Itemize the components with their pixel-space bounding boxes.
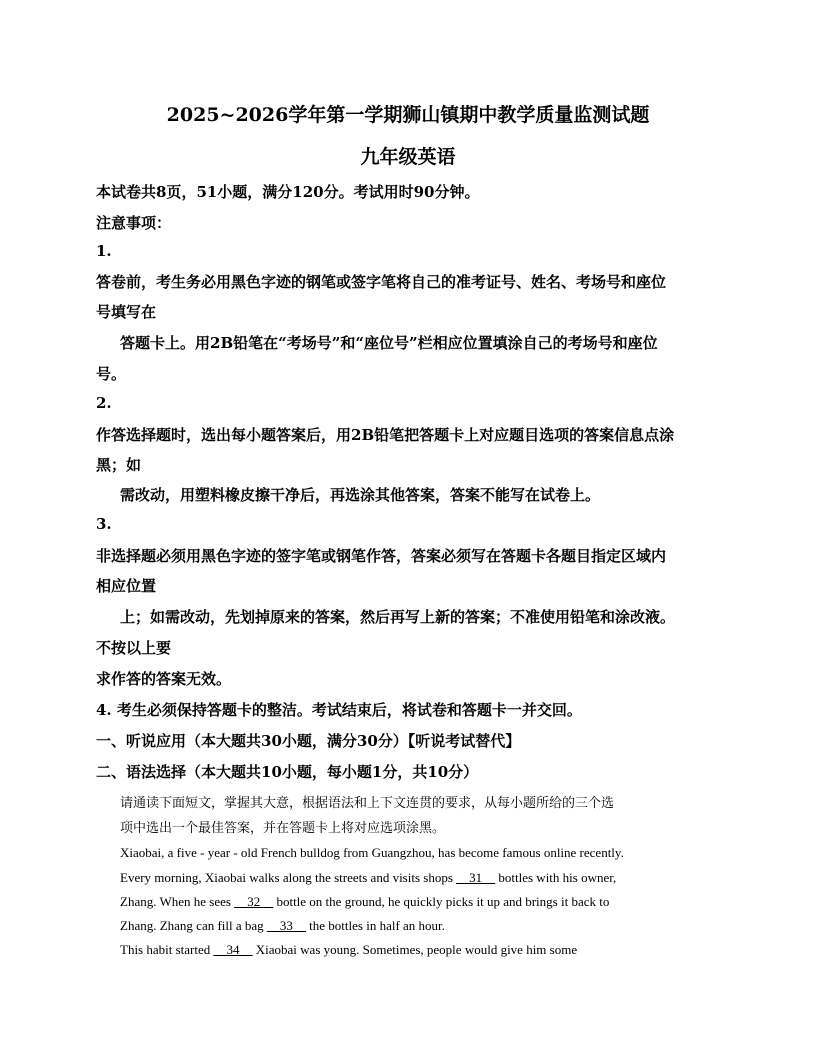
blank-31: __31__	[456, 870, 496, 885]
passage-line-4	[120, 918, 445, 934]
blank-32: __32__	[234, 894, 274, 909]
exam-title: 2025~2026学年第一学期狮山镇期中教学质量监测试题	[166, 104, 650, 126]
passage-text: Zhang. When he sees	[120, 894, 231, 909]
passage-text: This habit started	[120, 942, 211, 957]
note-3-line-4: 不按以上要	[96, 639, 172, 657]
note-1-line-3: 答题卡上。用2B铅笔在“考场号”和“座位号”栏相应位置填涂自己的考场号和座位	[120, 334, 658, 352]
note-1-line-2: 号填写在	[96, 303, 157, 321]
note-2-number: 2.	[96, 394, 112, 412]
passage-text: bottles with his owner,	[498, 870, 617, 885]
passage-line-2	[120, 870, 616, 886]
note-2-line-3: 需改动，用塑料橡皮擦干净后，再选涂其他答案，答案不能写在试卷上。	[120, 486, 601, 504]
passage-text: Every morning, Xiaobai walks along the streets and visits shops	[120, 870, 453, 885]
note-3-line-5: 求作答的答案无效。	[96, 670, 232, 688]
passage-text: bottle on the ground, he quickly picks it up and brings it back to	[276, 894, 610, 909]
note-1-line-4: 号。	[96, 365, 127, 383]
section-1-heading: 一、听说应用（本大题共30小题，满分30分）【听说考试替代】	[96, 732, 521, 750]
note-3-line-3: 上；如需改动，先划掉原来的答案，然后再写上新的答案；不准使用铅笔和涂改液。	[120, 608, 676, 626]
note-3-number: 3.	[96, 515, 112, 533]
exam-subtitle: 九年级英语	[360, 146, 456, 168]
instructions-line-2: 项中选出一个最佳答案，并在答题卡上将对应选项涂黑。	[120, 821, 446, 836]
exam-intro: 本试卷共8页，51小题，满分120分。考试用时90分钟。	[96, 183, 480, 201]
blank-34: __34__	[213, 942, 253, 957]
notice-heading: 注意事项：	[96, 214, 172, 232]
note-3-line-1: 非选择题必须用黑色字迹的签字笔或钢笔作答，答案必须写在答题卡各题目指定区域内	[96, 547, 667, 565]
instructions-line-1: 请通读下面短文，掌握其大意，根据语法和上下文连贯的要求，从每小题所给的三个选	[120, 796, 615, 811]
note-1-number: 1.	[96, 242, 112, 260]
note-1-line-1: 答卷前，考生务必用黑色字迹的钢笔或签字笔将自己的准考证号、姓名、考场号和座位	[96, 273, 667, 291]
note-2-line-2: 黑；如	[96, 456, 142, 474]
passage-text: the bottles in half an hour.	[309, 918, 445, 933]
note-3-line-2: 相应位置	[96, 577, 157, 595]
passage-line-3	[120, 894, 609, 910]
passage-line-5	[120, 942, 577, 958]
passage-line-1	[120, 845, 624, 861]
passage-text: Xiaobai, a five - year - old French bulldog from Guangzhou, has become famous online recently.	[120, 845, 624, 860]
passage-text: Zhang. Zhang can fill a bag	[120, 918, 264, 933]
note-4: 4. 考生必须保持答题卡的整洁。考试结束后，将试卷和答题卡一并交回。	[96, 701, 582, 719]
blank-33: __33__	[266, 918, 306, 933]
section-2-heading: 二、语法选择（本大题共10小题，每小题1分，共10分）	[96, 763, 479, 781]
passage-text: Xiaobai was young. Sometimes, people would give him some	[255, 942, 578, 957]
note-2-line-1: 作答选择题时，选出每小题答案后，用2B铅笔把答题卡上对应题目选项的答案信息点涂	[96, 426, 675, 444]
